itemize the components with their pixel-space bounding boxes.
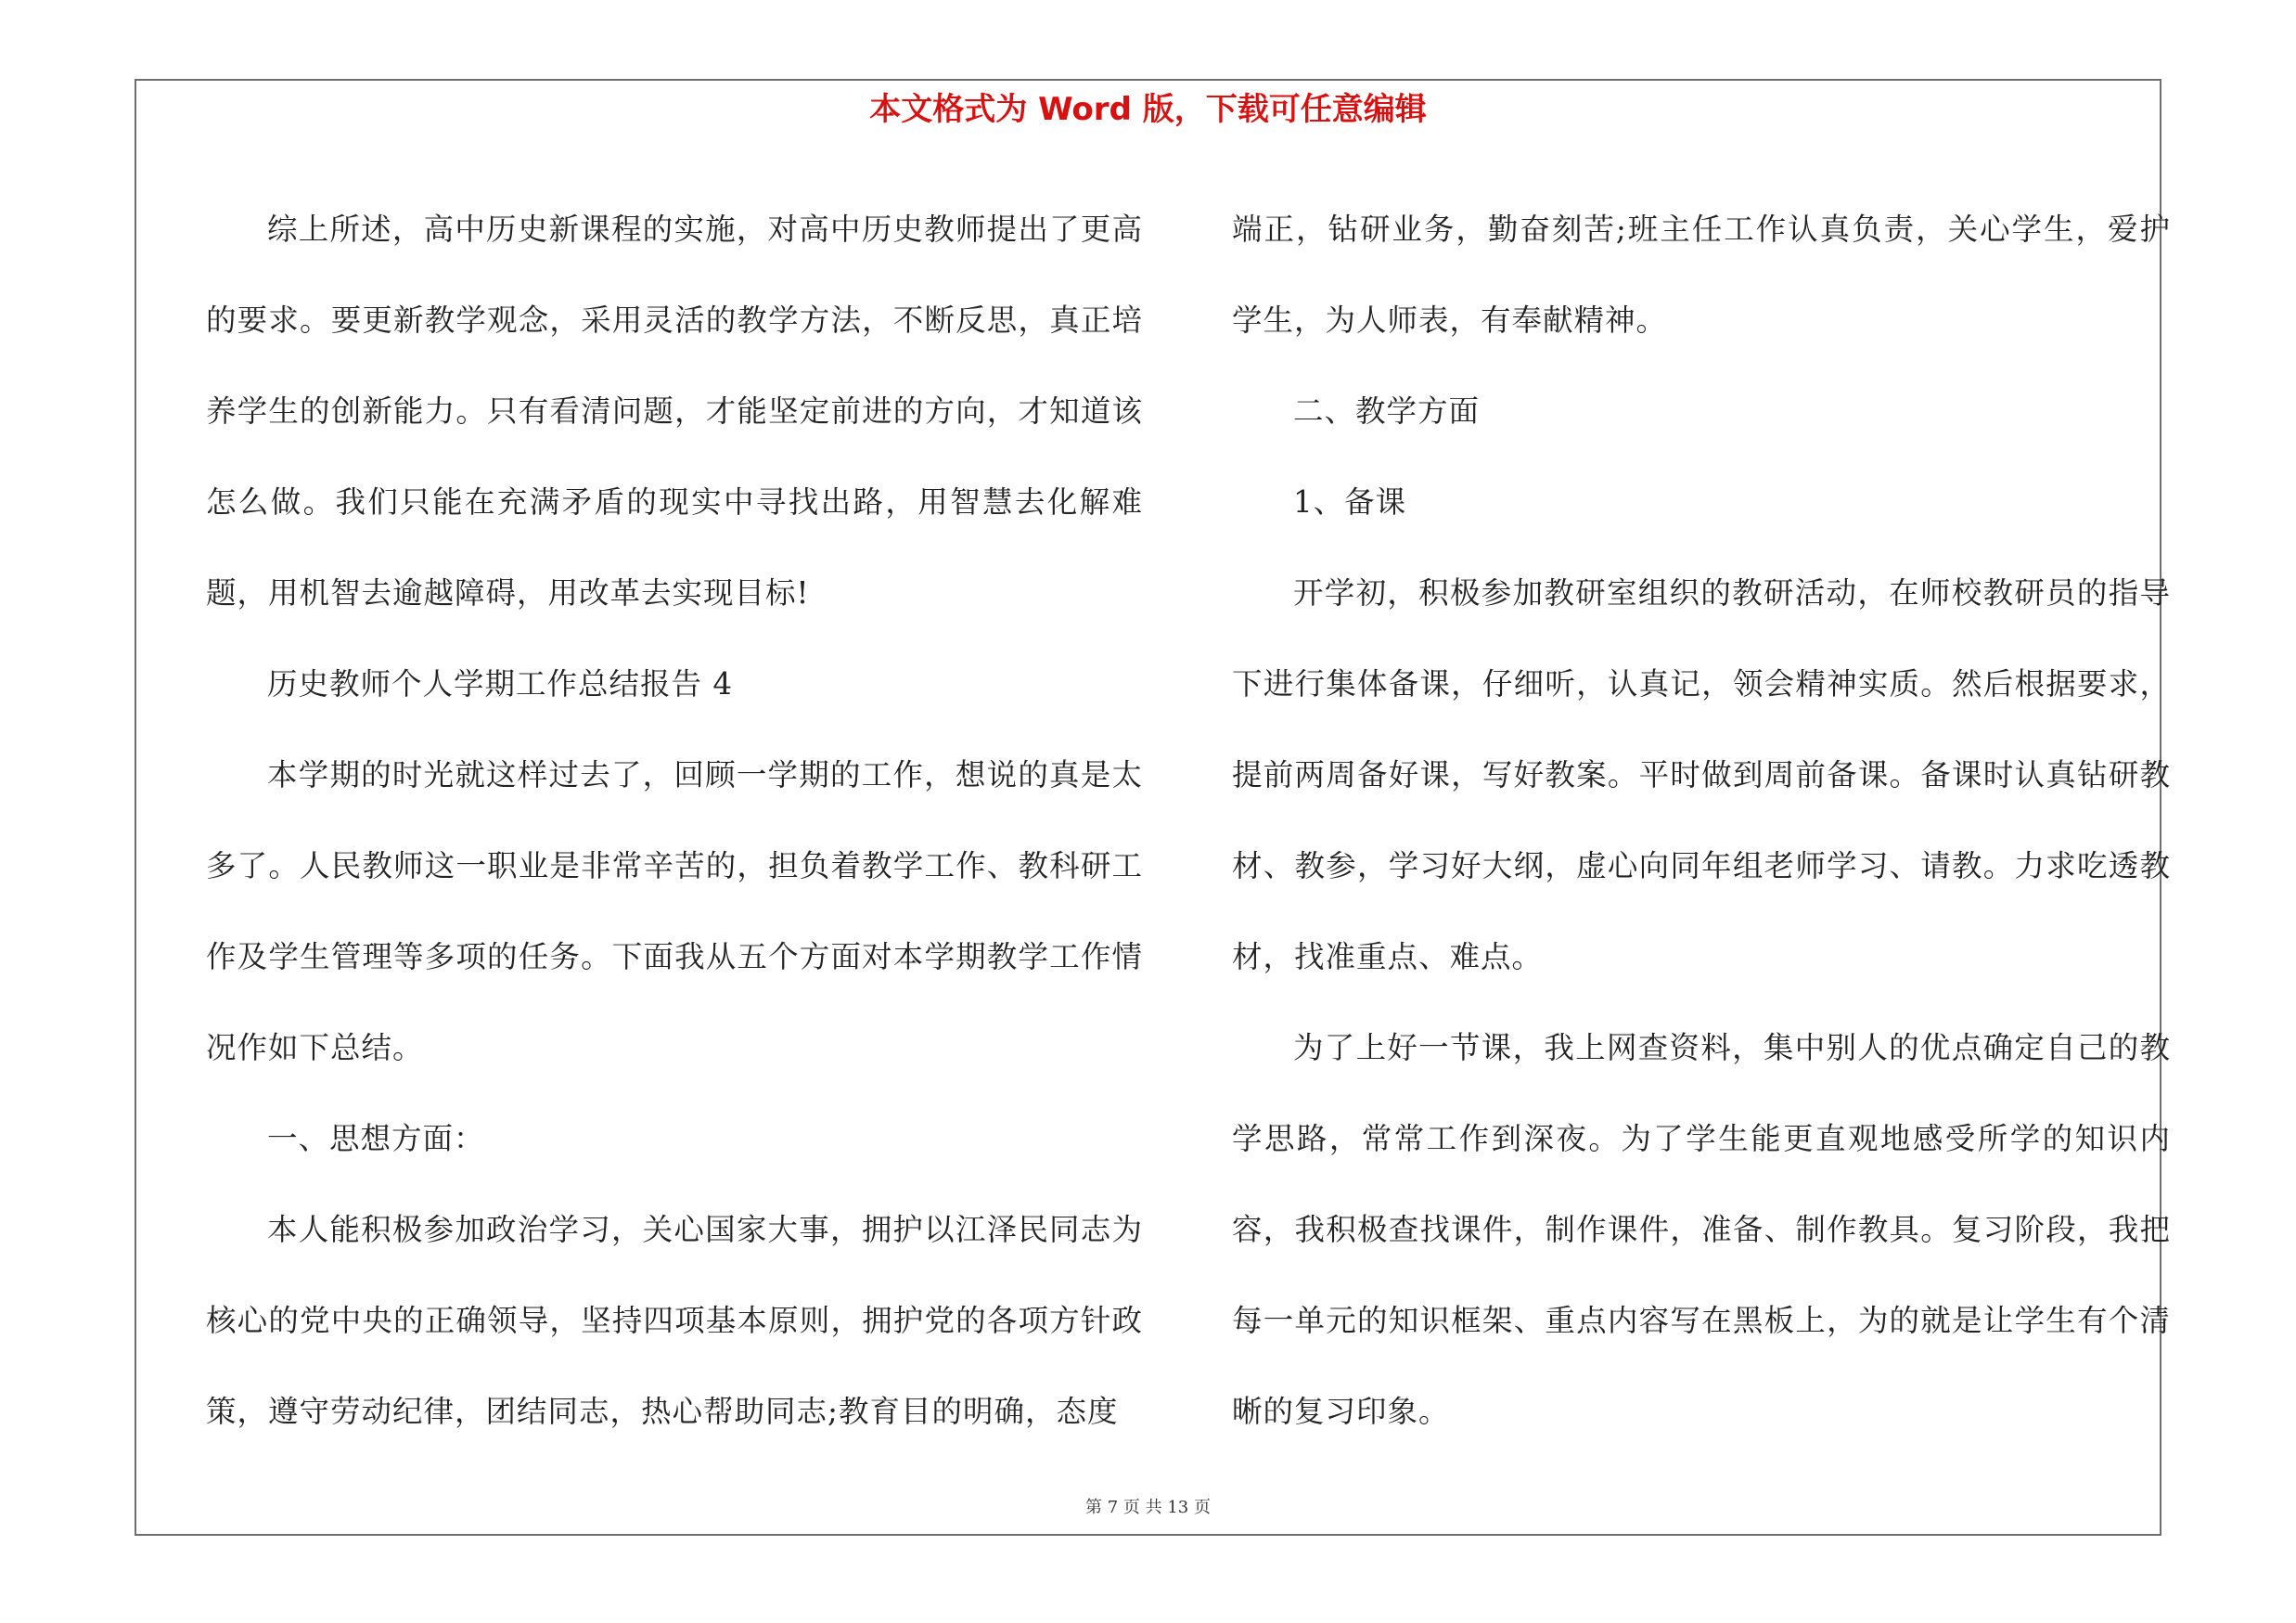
lesson-design-paragraph: 为了上好一节课，我上网查资料，集中别人的优点确定自己的教学思路，常常工作到深夜。为了学生能更直观地感受所学的知识内容，我积极查找课件，制作课件，准备、制作教具。复习阶段，我把每一单元的知识框架、重点内容写在黑板上，为的就是让学生有个清晰的复习印象。	[1232, 1030, 2171, 1429]
right-column	[1232, 184, 2171, 1457]
subsection-heading-lesson-prep: 1、备课	[1293, 484, 1407, 520]
word-format-banner: 本文格式为 Word 版，下载可任意编辑	[869, 91, 1427, 128]
summary-paragraph: 综上所述，高中历史新课程的实施，对高中历史教师提出了更高的要求。要更新教学观念，采用灵活的教学方法，不断反思，真正培养学生的创新能力。只有看清问题，才能坚定前进的方向，才知道该怎么做。我们只能在充满矛盾的现实中寻找出路，用智慧去化解难题，用机智去逾越障碍，用改革去实现目标!	[206, 212, 1143, 611]
thought-paragraph-continued: 端正，钻研业务，勤奋刻苦;班主任工作认真负责，关心学生，爱护学生，为人师表，有奉献精神。	[1232, 212, 2171, 338]
thought-paragraph: 本人能积极参加政治学习，关心国家大事，拥护以江泽民同志为核心的党中央的正确领导，坚持四项基本原则，拥护党的各项方针政策，遵守劳动纪律，团结同志，热心帮助同志;教育目的明确，态度	[206, 1212, 1143, 1429]
report-heading: 历史教师个人学期工作总结报告 4	[267, 666, 734, 702]
lesson-prep-paragraph: 开学初，积极参加教研室组织的教研活动，在师校教研员的指导下进行集体备课，仔细听，认真记，领会精神实质。然后根据要求，提前两周备好课，写好教案。平时做到周前备课。备课时认真钻研教材、教参，学习好大纲，虚心向同年组老师学习、请教。力求吃透教材，找准重点、难点。	[1232, 575, 2171, 974]
left-column	[206, 184, 1143, 1457]
page-number-footer: 第 7 页 共 13 页	[1085, 1498, 1211, 1517]
section-heading-teaching: 二、教学方面	[1293, 393, 1481, 429]
section-heading-thought: 一、思想方面：	[267, 1121, 485, 1156]
intro-paragraph: 本学期的时光就这样过去了，回顾一学期的工作，想说的真是太多了。人民教师这一职业是非常辛苦的，担负着教学工作、教科研工作及学生管理等多项的任务。下面我从五个方面对本学期教学工作情况作如下总结。	[206, 757, 1143, 1065]
